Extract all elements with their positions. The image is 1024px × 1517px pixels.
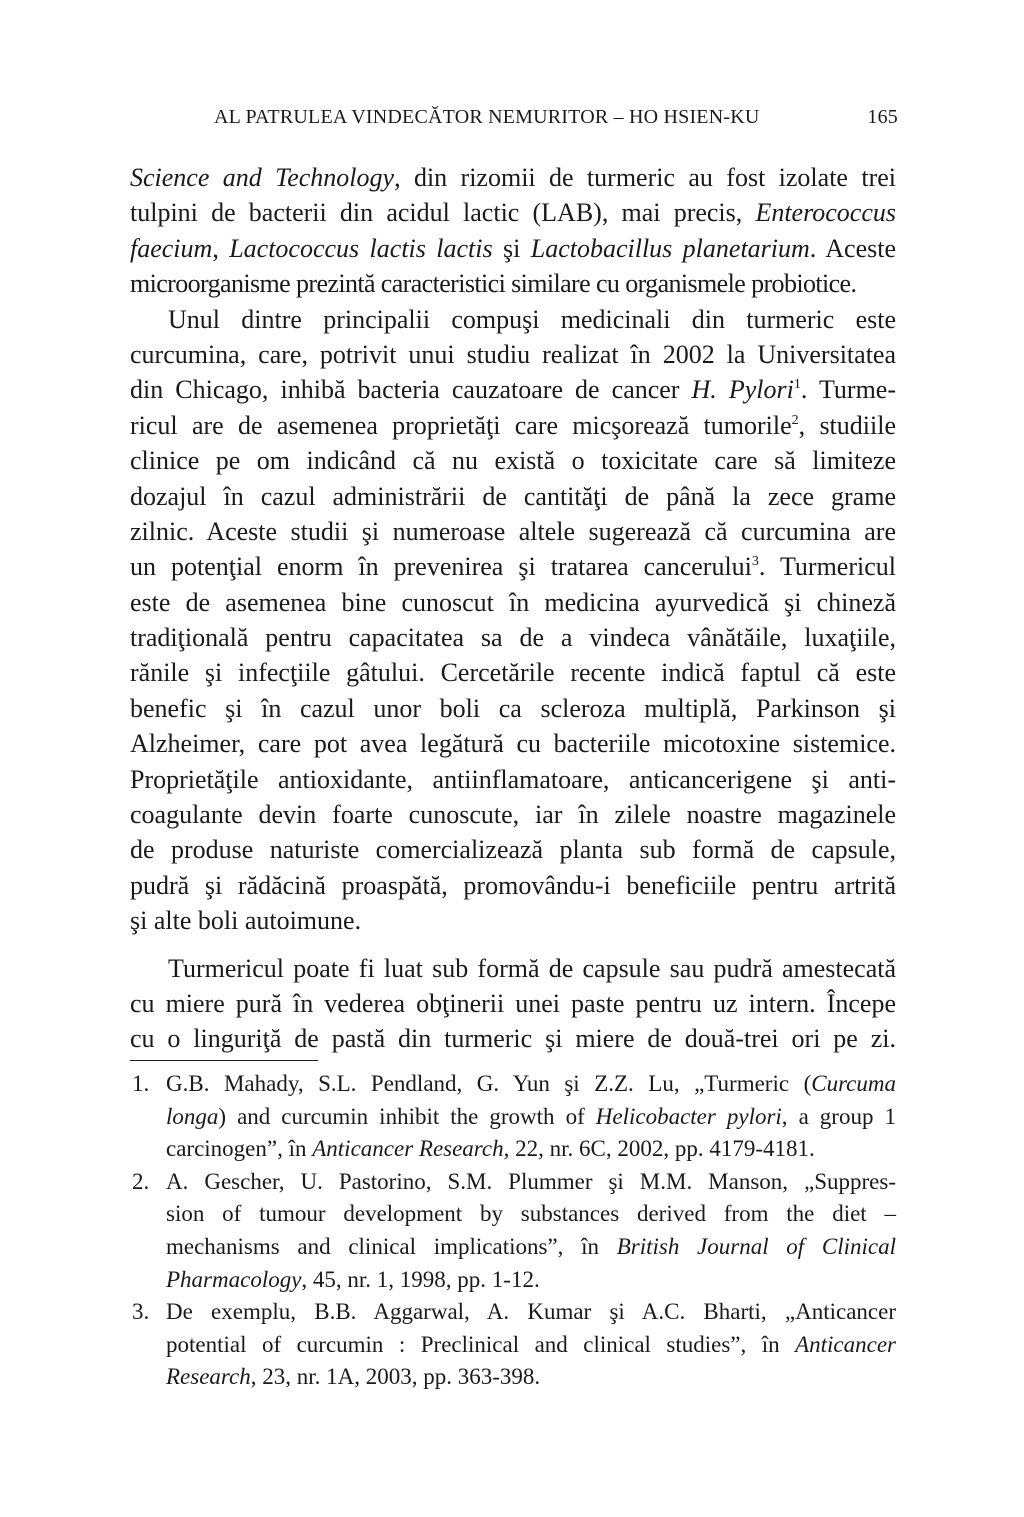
- footnote-number: 2.: [132, 1168, 150, 1194]
- italic-title: Science and Technology: [130, 163, 395, 192]
- paragraph-3: [130, 951, 896, 1057]
- species-name: Lactococcus lactis lactis: [229, 233, 493, 263]
- footnote-3: 3. De exemplu, B.B. Aggarwal, A. Kumar şi A.C. Bharti, „Anticancer potential of curcumin : Preclinical and clinical studies”, în Anticancer Research, 23, nr. 1A, 2003, pp. 363-398.: [130, 1296, 896, 1394]
- text-line: tulpini de bacterii din acidul lactic (LAB), mai precis, Enterococcus: [130, 198, 896, 228]
- footnotes: [130, 1068, 896, 1394]
- text-line: Alzheimer, care pot avea legătură cu bacteriile micotoxine sistemice.: [130, 729, 896, 759]
- text-line: cu o linguriţă de pastă din turmeric şi miere de două-trei ori pe zi.: [130, 1024, 896, 1054]
- text-line: coagulante devin foarte cunoscute, iar în zilele noastre magazinele: [130, 800, 896, 830]
- paragraph-2: [130, 302, 896, 939]
- text-line: Science and Technology, din rizomii de turmeric au fost izolate trei: [130, 163, 896, 192]
- species-name: H. Pylori: [691, 375, 794, 405]
- footnote-number: 3.: [132, 1299, 150, 1325]
- text-line: faecium, Lactococcus lactis lactis şi Lactobacillus planetarium. Aceste: [130, 233, 896, 263]
- text-line: pudră şi rădăcină proaspătă, promovându-i beneficiile pentru artrită: [130, 870, 896, 900]
- species-name: faecium: [130, 233, 213, 263]
- text-line: rănile şi infecţiile gâtului. Cercetările recente indică faptul că este: [130, 658, 896, 688]
- text-line: cu miere pură în vederea obţinerii unei paste pentru uz intern. Începe: [130, 988, 896, 1018]
- text-line: este de asemenea bine cunoscut în medicina ayurvedică şi chineză: [130, 587, 896, 617]
- journal-title: Research: [166, 1364, 251, 1390]
- text-line: Turmericul poate fi luat sub formă de capsule sau pudră amestecată: [168, 953, 896, 983]
- species-name: Lactobacillus planetarium: [530, 233, 810, 263]
- species-name: Enterococcus: [755, 198, 896, 228]
- text-line: clinice pe om indicând că nu există o toxicitate care să limiteze: [130, 446, 896, 476]
- text-line: din Chicago, inhibă bacteria cauzatoare de cancer H. Pylori$^1$. Turme-: [130, 375, 896, 405]
- text-line: microorganisme prezintă caracteristici similare cu organismele probiotice.: [130, 269, 857, 299]
- text-line: Proprietăţile antioxidante, antiinflamatoare, anticancerigene şi anti-: [130, 764, 896, 794]
- journal-title: British Journal of Clinical: [616, 1233, 897, 1259]
- text-line: şi alte boli autoimune.: [130, 906, 362, 936]
- paragraph-1: [130, 160, 896, 302]
- text-line: tradiţională pentru capacitatea sa de a vindeca vânătăile, luxaţiile,: [130, 623, 896, 653]
- text-line: ricul are de asemenea proprietăţi care micşorează tumorile$^2$, studiile: [130, 410, 896, 440]
- footnote-1: 1. G.B. Mahady, S.L. Pendland, G. Yun şi Z.Z. Lu, „Turmeric (Curcuma longa) and curcumin inhibit the growth of Helicobacter pylori, a group 1 carcinogen”, în Anticancer Research, 22, nr. 6C, 2002, pp. 4179-4181.: [130, 1068, 896, 1166]
- text-line: curcumina, care, potrivit unui studiu realizat în 2002 la Universitatea: [130, 339, 896, 369]
- journal-title: Pharmacology: [166, 1266, 302, 1292]
- text-line: benefic şi în cazul unor boli ca scleroza multiplă, Parkinson şi: [130, 693, 896, 723]
- paragraph-spacer: [130, 939, 896, 951]
- running-header: [214, 106, 898, 136]
- text-line: dozajul în cazul administrării de cantităţi de până la zece grame: [130, 481, 896, 511]
- journal-title: Anticancer Research: [312, 1136, 504, 1162]
- footnote-ref-3[interactable]: 3: [751, 554, 759, 570]
- footnote-ref-1[interactable]: 1: [793, 377, 801, 393]
- running-title: AL PATRULEA VINDECĂTOR NEMURITOR – HO HSIEN-KU: [214, 106, 760, 128]
- footnote-ref-2[interactable]: 2: [791, 412, 799, 428]
- footnote-2: 2. A. Gescher, U. Pastorino, S.M. Plummer şi M.M. Manson, „Suppres- sion of tumour development by substances derived from the diet – mechanisms and clinical implications”, în British Journal of Clinical Pharmacology, 45, nr. 1, 1998, pp. 1-12.: [130, 1166, 896, 1296]
- text-line: de produse naturiste comercializează planta sub formă de capsule,: [130, 835, 896, 865]
- journal-title: Anticancer: [795, 1331, 896, 1357]
- text-line: zilnic. Aceste studii şi numeroase altele sugerează că curcumina are: [130, 516, 896, 546]
- text-line: Unul dintre principalii compuşi medicinali din turmeric este: [168, 304, 896, 334]
- page-number: 165: [867, 106, 898, 128]
- footnote-separator: [130, 1060, 318, 1061]
- main-text: [130, 160, 896, 1057]
- text-line: un potenţial enorm în prevenirea şi tratarea cancerului$^3$. Turmericul: [130, 552, 896, 582]
- footnote-number: 1.: [132, 1071, 150, 1096]
